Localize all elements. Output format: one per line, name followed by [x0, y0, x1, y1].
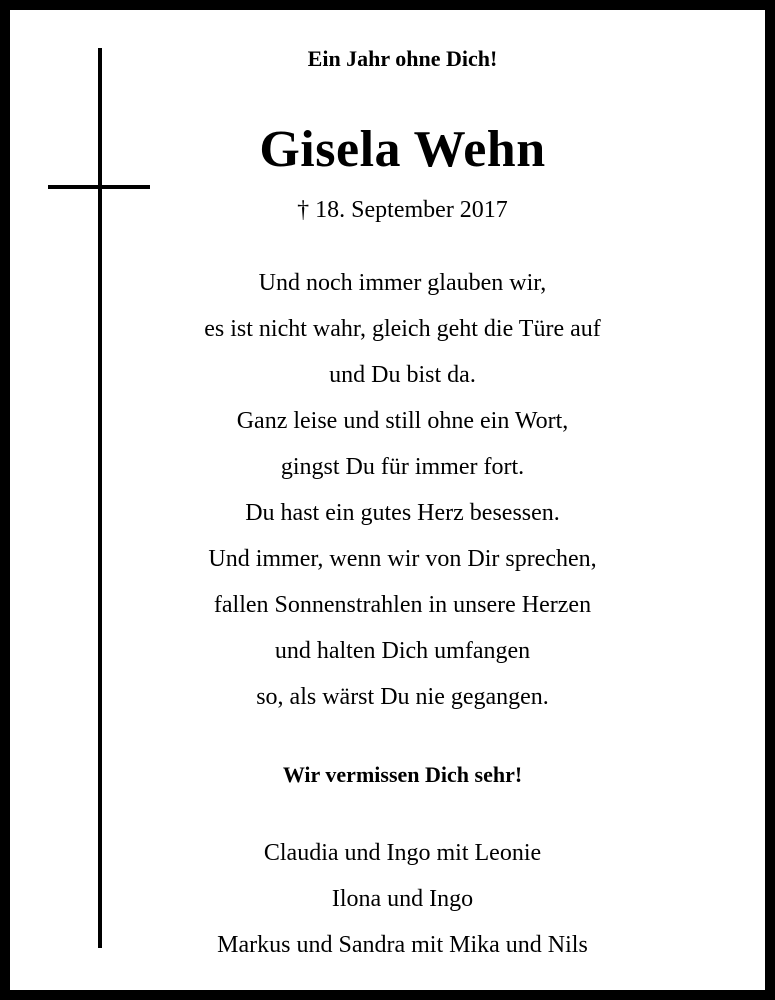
- poem-line: und Du bist da.: [329, 362, 476, 388]
- cross-vertical-bar: [98, 48, 102, 948]
- poem-line: es ist nicht wahr, gleich geht die Türe auf: [204, 316, 601, 342]
- poem-line: Und immer, wenn wir von Dir sprechen,: [208, 546, 597, 572]
- signer-line: Claudia und Ingo mit Leonie: [263, 840, 542, 866]
- closing-line: Wir vermissen Dich sehr!: [282, 762, 523, 787]
- notice-heading: Ein Jahr ohne Dich!: [307, 46, 498, 71]
- poem-line: Ganz leise und still ohne ein Wort,: [236, 408, 569, 434]
- poem-line: Und noch immer glauben wir,: [258, 270, 547, 296]
- deceased-name: Gisela Wehn: [259, 121, 546, 178]
- death-date: † 18. September 2017: [297, 197, 508, 223]
- poem-line: gingst Du für immer fort.: [280, 454, 525, 480]
- poem-line: fallen Sonnenstrahlen in unsere Herzen: [213, 592, 592, 618]
- poem-line: und halten Dich umfangen: [274, 638, 531, 664]
- signer-line: Ilona und Ingo: [331, 886, 474, 912]
- signer-line: Markus und Sandra mit Mika und Nils: [217, 932, 588, 958]
- poem-line: Du hast ein gutes Herz besessen.: [245, 500, 560, 526]
- signers: [130, 830, 675, 968]
- poem-line: so, als wärst Du nie gegangen.: [256, 684, 549, 710]
- poem: [130, 260, 675, 720]
- cross-horizontal-bar: [48, 185, 150, 189]
